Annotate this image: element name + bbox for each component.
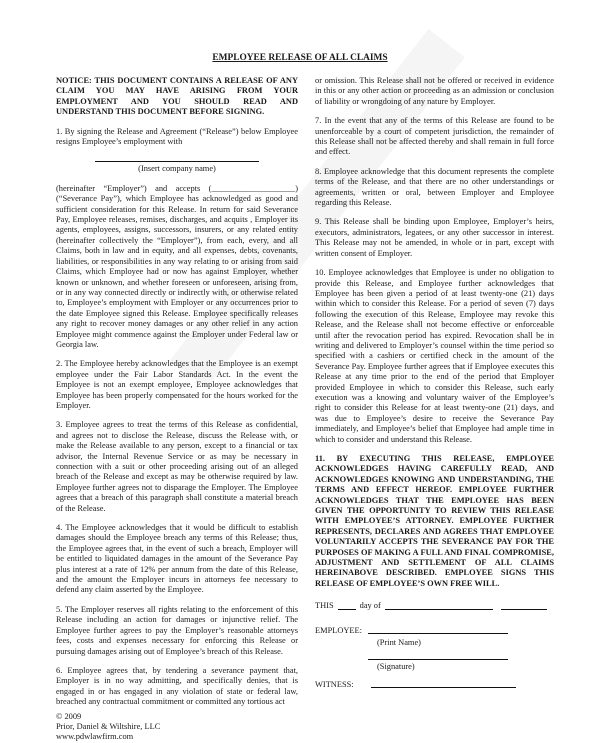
right-column <box>315 76 554 690</box>
copyright: © 2009 <box>56 711 82 721</box>
left-column <box>56 76 298 743</box>
notice: NOTICE: THIS DOCUMENT CONTAINS A RELEASE OF ANY CLAIM YOU MAY HAVE ARISING FROM YOUR EMPLOYMENT AND YOU SHOULD READ AND UNDERSTAND THIS DOCUMENT BEFORE SIGNING. <box>56 76 298 117</box>
this-label: THIS <box>315 601 334 611</box>
employee-signature-field[interactable] <box>368 659 508 660</box>
paragraph-2: 2. The Employee hereby acknowledges that the Employee is an exempt employee under the Fair Labor Standards Act. In the event the Employee is not an exempt employee, Employee acknowledges that Employee has been properly compensated for the hours worked for the Employer. <box>56 359 298 410</box>
paragraph-8: 8. Employee acknowledge that this document represents the complete terms of the Release, and that there are no other understandings or agreements, written or oral, between Employer and Employee regarding this Release. <box>315 166 554 208</box>
company-name-label: (Insert company name) <box>138 164 216 174</box>
footer <box>56 712 298 743</box>
signature-block <box>368 659 508 672</box>
employee-name-field[interactable] <box>368 633 508 634</box>
firm-website: www.pdwlawfirm.com <box>56 732 134 742</box>
witness-label: WITNESS: <box>315 679 354 689</box>
witness-signature-field[interactable] <box>371 687 516 688</box>
paragraph-7: 7. In the event that any of the terms of this Release are found to be unenforceable by a court of competent jurisdiction, the remainder of this Release shall not be affected thereby and shall remain in full force and effect. <box>315 116 554 157</box>
company-name-block <box>56 161 298 174</box>
paragraph-10: 10. Employee acknowledges that Employee is under no obligation to provide this Release, and Employee further acknowledges that Employee has been given a period of at least twenty-one (21) days within which to consider this Release. For a period of seven (7) days following the execution of this Release, Employee may revoke this Release, and the Release shall not become effective or enforceable until after the revocation period has expired. Revocation shall be in writing and delivered to Employer’s counsel within the time period so specified with a cashiers or certified check in the amount of the Severance Pay. Employee further agrees that if Employee executes this Release at any time prior to the end of the period that Employer provided Employee in which to consider this Release, such early execution was a knowing and voluntary waiver of the Employee’s right to consider this Release for at least twenty-one (21) days, and was due to Employee’s desire to receive the Severance Pay immediately, and Employee’s belief that Employee had ample time in which to consider and understand this Release. <box>315 268 554 444</box>
signature-label: (Signature) <box>377 661 415 671</box>
print-name-label: (Print Name) <box>377 638 421 648</box>
print-name-block <box>368 636 508 648</box>
paragraph-9: 9. This Release shall be binding upon Employee, Employer’s heirs, executors, administrators, legatees, or any other successor in interest. This Release may not be amended, in whole or in part, except with written consent of Employer. <box>315 217 554 258</box>
day-of-label: day of <box>359 601 381 611</box>
paragraph-11: 11. BY EXECUTING THIS RELEASE, EMPLOYEE ACKNOWLEDGES HAVING CAREFULLY READ, AND ACKNOWLEDGES KNOWING AND UNDERSTANDING, THE TERMS AND EFFECT HEREOF. EMPLOYEE FURTHER ACKNOWLEDGES THAT THE EMPLOYEE HAS BEEN GIVEN THE OPPORTUNITY TO REVIEW THIS RELEASE WITH EMPLOYEE’S ATTORNEY. EMPLOYEE FURTHER REPRESENTS, DECLARES AND AGREES THAT EMPLOYEE VOLUNTARILY ACCEPTS THE SEVERANCE PAY FOR THE PURPOSES OF MAKING A FULL AND FINAL COMPROMISE, ADJUSTMENT AND SETTLEMENT OF ALL CLAIMS HEREINABOVE DESCRIBED. EMPLOYEE SIGNS THIS RELEASE OF EMPLOYEE’S OWN FREE WILL. <box>315 454 554 588</box>
date-row <box>315 601 554 611</box>
paragraph-5: 5. The Employer reserves all rights relating to the enforcement of this Release including an action for damages or injunctive relief. The Employee further agrees to pay the Employer’s reasonable attorneys fees, costs and expenses necessary for enforcing this Release or pursuing damages arising out of Employee’s breach of this Release. <box>56 604 298 656</box>
firm-name: Prior, Daniel & Wiltshire, LLC <box>56 721 161 731</box>
employee-row <box>315 626 554 636</box>
day-field[interactable] <box>338 609 356 610</box>
witness-row <box>315 680 554 690</box>
paragraph-6-continued: or omission. This Release shall not be offered or received in evidence in this or any other action or proceeding as an admission or conclusion of liability or wrongdoing of any nature by Employer. <box>315 76 554 106</box>
paragraph-6: 6. Employee agrees that, by tendering a severance payment that, Employer is in no way admitting, and specifically denies, that is engaged in or has engaged in any violation of state or federal law, breached any contractual commitment or committed any tortious act <box>56 665 298 707</box>
month-field[interactable] <box>385 609 493 610</box>
company-name-line[interactable] <box>95 161 259 162</box>
employee-label: EMPLOYEE: <box>315 625 362 635</box>
paragraph-1: 1. By signing the Release and Agreement (“Release”) below Employee resigns Employee’s employment with <box>56 126 298 147</box>
document-title: EMPLOYEE RELEASE OF ALL CLAIMS <box>212 53 388 63</box>
paragraph-3: 3. Employee agrees to treat the terms of this Release as confidential, and agrees not to disclose the Release, discuss the Release with, or make the Release available to any person, except to a financial or tax advisor, the Internal Revenue Service or as may be necessary in connection with a suit or other proceeding arising out of an alleged breach of the Release and except as may be otherwise required by law. Employee further agrees not to disparage the Employer. The Employee agrees that a breach of this paragraph shall constitute a material breach of the Release. <box>56 420 298 513</box>
year-field[interactable] <box>501 609 547 610</box>
paragraph-1-continued: (hereinafter “Employer”) and accepts (____________________) (“Severance Pay”), which Employee has acknowledged as good and sufficient consideration for this Release. In return for said Severance Pay, Employee releases, remises, discharges, and acquits , Employer its agents, employees, assigns, successors, insurers, or any related entity (hereinafter collectively the “Employer”), from each, every, and all Claims, both in law and in equity, and all expenses, debts, covenants, liabilities, or responsibilities in any way relating to or arising from said Claims, which Employee had or now has against Employer, whether known or unknown, and whether foreseen or unforeseen, arising from, or in any way connected directly or indirectly with, or otherwise related to, Employee’s employment with Employer or any occurrences prior to the date Employee signed this Release. Employee specifically releases any right to recover money damages or any other relief in any action Employee might commence against the Employer under Federal law or Georgia law. <box>56 183 298 349</box>
paragraph-4: 4. The Employee acknowledges that it would be difficult to establish damages should the Employee breach any terms of this Release; thus, the Employee agrees that, in the event of such a breach, Employer will be entitled to liquidated damages in the amount of the Severance Pay plus interest at a rate of 12% per annum from the date of this Release, and the amount the Employer incurs in attorneys fee necessary to defend any claim asserted by the Employee. <box>56 523 298 595</box>
